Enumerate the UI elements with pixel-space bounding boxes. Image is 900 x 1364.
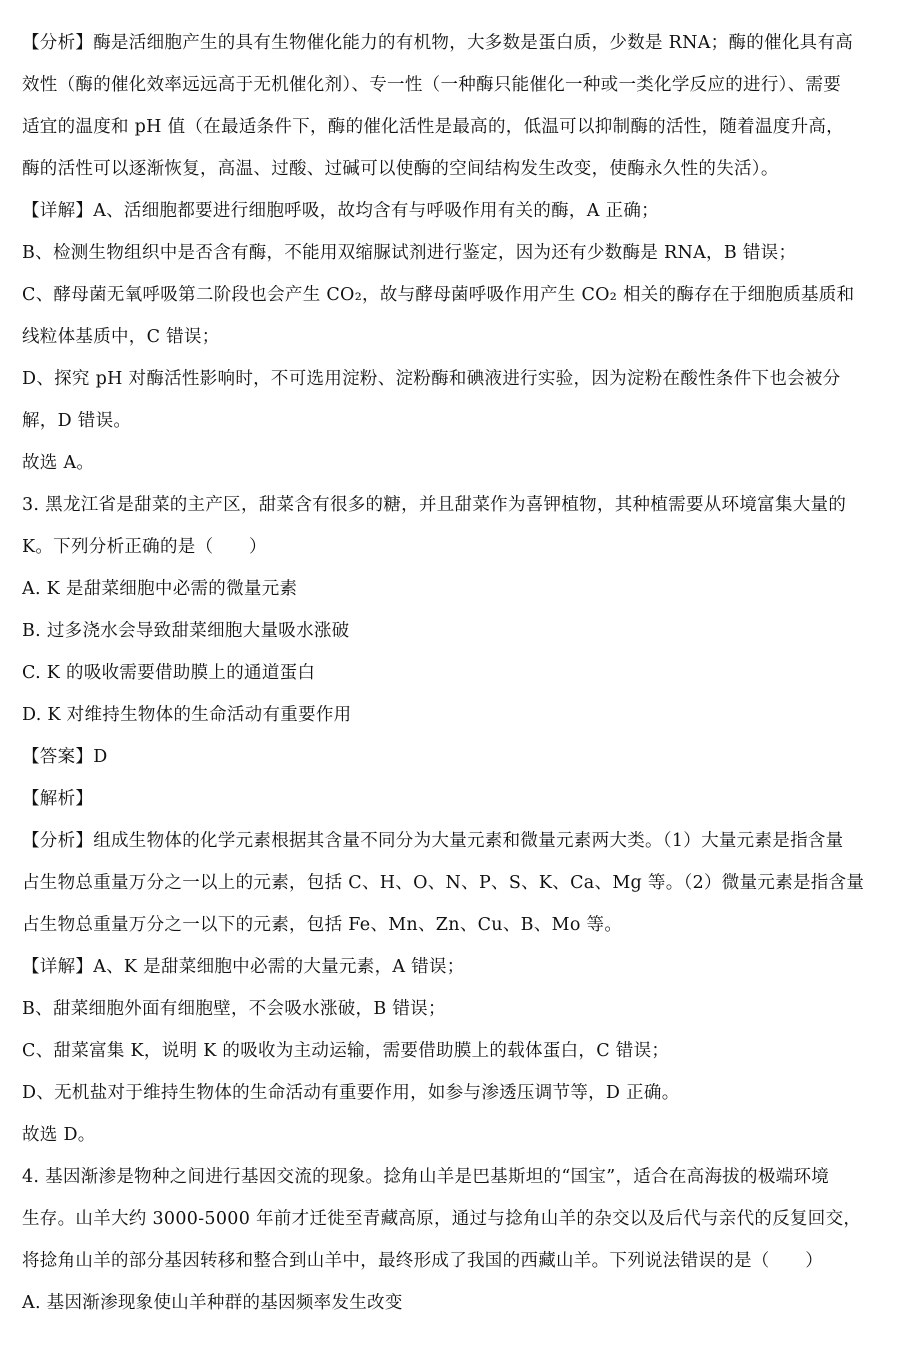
- question-3-option-c: C. K 的吸收需要借助膜上的通道蛋白: [22, 663, 316, 683]
- detail-line-c: C、酵母菌无氧呼吸第二阶段也会产生 CO₂，故与酵母菌呼吸作用产生 CO₂ 相关的酶存在于细胞质基质和: [22, 285, 855, 305]
- analysis-line-4: 酶的活性可以逐渐恢复，高温、过酸、过碱可以使酶的空间结构发生改变，使酶永久性的失活）。: [22, 159, 779, 179]
- question-4-stem-2: 生存。山羊大约 3000-5000 年前才迁徙至青藏高原，通过与捻角山羊的杂交以及后代与亲代的反复回交，: [22, 1209, 862, 1229]
- detail-line-a: 【详解】A、活细胞都要进行细胞呼吸，故均含有与呼吸作用有关的酶，A 正确；: [22, 201, 659, 221]
- question-3-stem-1: 3. 黑龙江省是甜菜的主产区，甜菜含有很多的糖，并且甜菜作为喜钾植物，其种植需要从环境富集大量的: [22, 495, 847, 515]
- question-3-option-b: B. 过多浇水会导致甜菜细胞大量吸水涨破: [22, 621, 350, 641]
- question-4-stem-1: 4. 基因渐渗是物种之间进行基因交流的现象。捻角山羊是巴基斯坦的“国宝”，适合在高海拔的极端环境: [22, 1167, 830, 1187]
- q3-choice-line: 故选 D。: [22, 1125, 96, 1145]
- q3-analysis-line-2: 占生物总重量万分之一以上的元素，包括 C、H、O、N、P、S、K、Ca、Mg 等。（2）微量元素是指含量: [22, 873, 865, 893]
- analysis-heading: 【解析】: [22, 789, 94, 809]
- answer-label: 【答案】D: [22, 747, 108, 767]
- question-4-stem-3: 将捻角山羊的部分基因转移和整合到山羊中，最终形成了我国的西藏山羊。下列说法错误的是（ ）: [22, 1251, 823, 1271]
- q3-analysis-line-1: 【分析】组成生物体的化学元素根据其含量不同分为大量元素和微量元素两大类。（1）大量元素是指含量: [22, 831, 844, 851]
- analysis-line-3: 适宜的温度和 pH 值（在最适条件下，酶的催化活性是最高的，低温可以抑制酶的活性，随着温度升高，: [22, 117, 844, 137]
- q3-detail-b: B、甜菜细胞外面有细胞壁，不会吸水涨破，B 错误；: [22, 999, 446, 1019]
- detail-line-b: B、检测生物组织中是否含有酶，不能用双缩脲试剂进行鉴定，因为还有少数酶是 RNA，B 错误；: [22, 243, 797, 263]
- q3-detail-d: D、无机盐对于维持生物体的生命活动有重要作用，如参与渗透压调节等，D 正确。: [22, 1083, 680, 1103]
- detail-line-d: D、探究 pH 对酶活性影响时，不可选用淀粉、淀粉酶和碘液进行实验，因为淀粉在酸性条件下也会被分: [22, 369, 841, 389]
- analysis-line-1: 【分析】酶是活细胞产生的具有生物催化能力的有机物，大多数是蛋白质，少数是 RNA；酶的催化具有高: [22, 33, 854, 53]
- q3-detail-c: C、甜菜富集 K，说明 K 的吸收为主动运输，需要借助膜上的载体蛋白，C 错误；: [22, 1041, 670, 1061]
- q3-detail-a: 【详解】A、K 是甜菜细胞中必需的大量元素，A 错误；: [22, 957, 465, 977]
- analysis-line-2: 效性（酶的催化效率远远高于无机催化剂）、专一性（一种酶只能催化一种或一类化学反应的进行）、需要: [22, 75, 842, 95]
- detail-line-c-cont: 线粒体基质中，C 错误；: [22, 327, 220, 347]
- detail-line-d-cont: 解，D 错误。: [22, 411, 132, 431]
- question-4-option-a: A. 基因渐渗现象使山羊种群的基因频率发生改变: [22, 1293, 403, 1313]
- question-3-option-d: D. K 对维持生物体的生命活动有重要作用: [22, 705, 352, 725]
- choice-line: 故选 A。: [22, 453, 95, 473]
- q3-analysis-line-3: 占生物总重量万分之一以下的元素，包括 Fe、Mn、Zn、Cu、B、Mo 等。: [22, 915, 623, 935]
- question-3-stem-2: K。下列分析正确的是（ ）: [22, 537, 267, 557]
- question-3-option-a: A. K 是甜菜细胞中必需的微量元素: [22, 579, 298, 599]
